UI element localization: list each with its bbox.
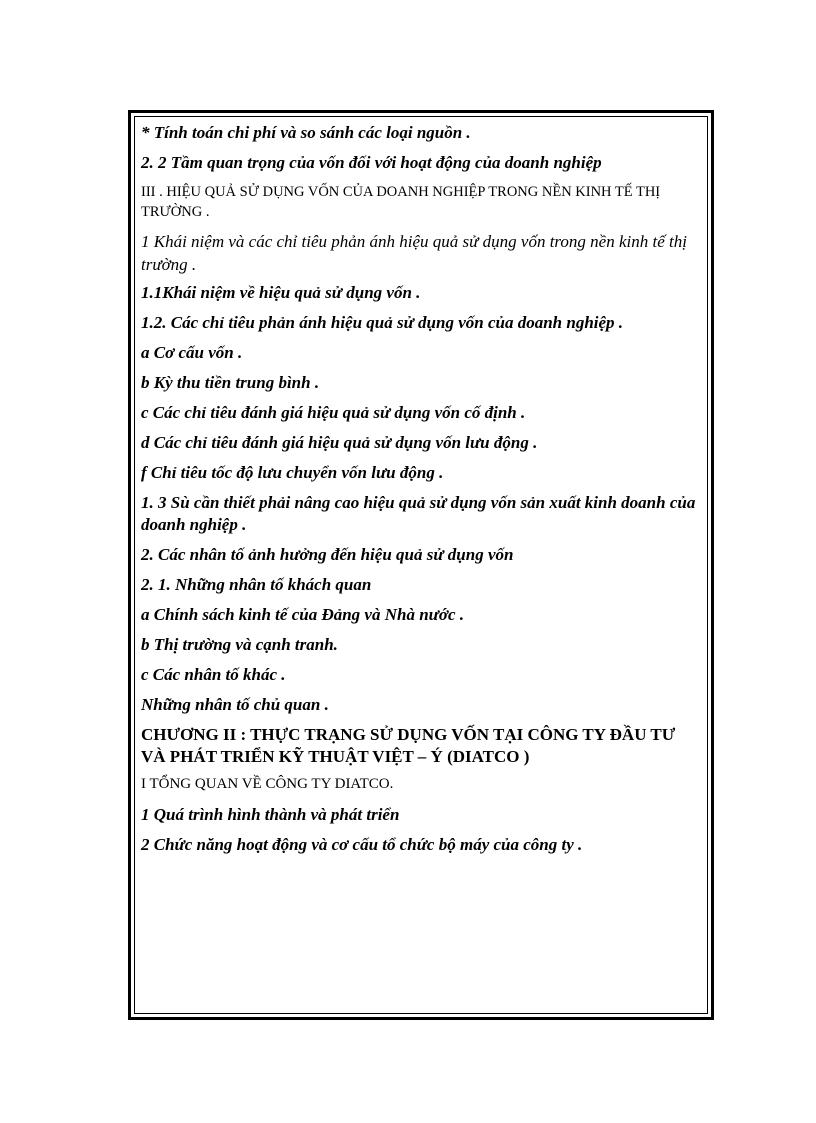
toc-line-subjective-factors: Những nhân tố chủ quan . (141, 695, 329, 714)
toc-line-efficiency-indicators: 1.2. Các chỉ tiêu phản ánh hiệu quả sử dụng vốn của doanh nghiệp . (141, 313, 624, 332)
toc-section-iii-heading: III . HIỆU QUẢ SỬ DỤNG VỐN CỦA DOANH NGHIỆP TRONG NỀN KINH TẾ THỊ TRƯỜNG . (141, 184, 661, 220)
toc-line-cost-comparison: * Tính toán chi phí và so sánh các loại nguồn . (141, 123, 471, 142)
toc-line-other-factors: c Các nhân tố khác . (141, 665, 286, 684)
toc-line-working-capital: d Các chỉ tiêu đánh giá hiệu quả sử dụng vốn lưu động . (141, 433, 538, 452)
toc-line-influencing-factors: 2. Các nhân tố ảnh hưởng đến hiệu quả sử dụng vốn (141, 545, 514, 564)
toc-company-overview: I TỔNG QUAN VỀ CÔNG TY DIATCO. (141, 776, 394, 792)
toc-line-fixed-capital: c Các chỉ tiêu đánh giá hiệu quả sử dụng vốn cố định . (141, 403, 526, 422)
toc-line-functions-structure: 2 Chức năng hoạt động và cơ cấu tổ chức bộ máy của công ty . (141, 835, 583, 854)
toc-line-necessity: 1. 3 Sù cần thiết phải nâng cao hiệu quả sử dụng vốn sản xuất kinh doanh của doanh nghiệp . (141, 493, 696, 534)
toc-line-capital-structure: a Cơ cấu vốn . (141, 343, 243, 362)
toc-line-circulation-speed: f Chỉ tiêu tốc độ lưu chuyển vốn lưu động . (141, 463, 444, 482)
toc-line-objective-factors: 2. 1. Những nhân tố khách quan (141, 575, 372, 594)
toc-line-capital-importance: 2. 2 Tầm quan trọng của vốn đối với hoạt động của doanh nghiệp (141, 153, 602, 172)
toc-line-market-competition: b Thị trường và cạnh tranh. (141, 635, 338, 654)
toc-content (141, 122, 703, 864)
toc-line-concept-indicators: 1 Khái niệm và các chỉ tiêu phản ánh hiệu quả sử dụng vốn trong nền kinh tế thị trường . (141, 232, 687, 274)
toc-line-formation-history: 1 Quá trình hình thành và phát triển (141, 805, 400, 824)
toc-chapter-ii-heading: CHƯƠNG II : THỰC TRẠNG SỬ DỤNG VỐN TẠI CÔNG TY ĐẦU TƯ VÀ PHÁT TRIỂN KỸ THUẬT VIỆT – Ý (DIATCO ) (141, 725, 676, 766)
toc-line-collection-period: b Kỳ thu tiền trung bình . (141, 373, 320, 392)
toc-line-economic-policy: a Chính sách kinh tế của Đảng và Nhà nước . (141, 605, 465, 624)
toc-line-efficiency-concept: 1.1Khái niệm về hiệu quả sử dụng vốn . (141, 283, 421, 302)
